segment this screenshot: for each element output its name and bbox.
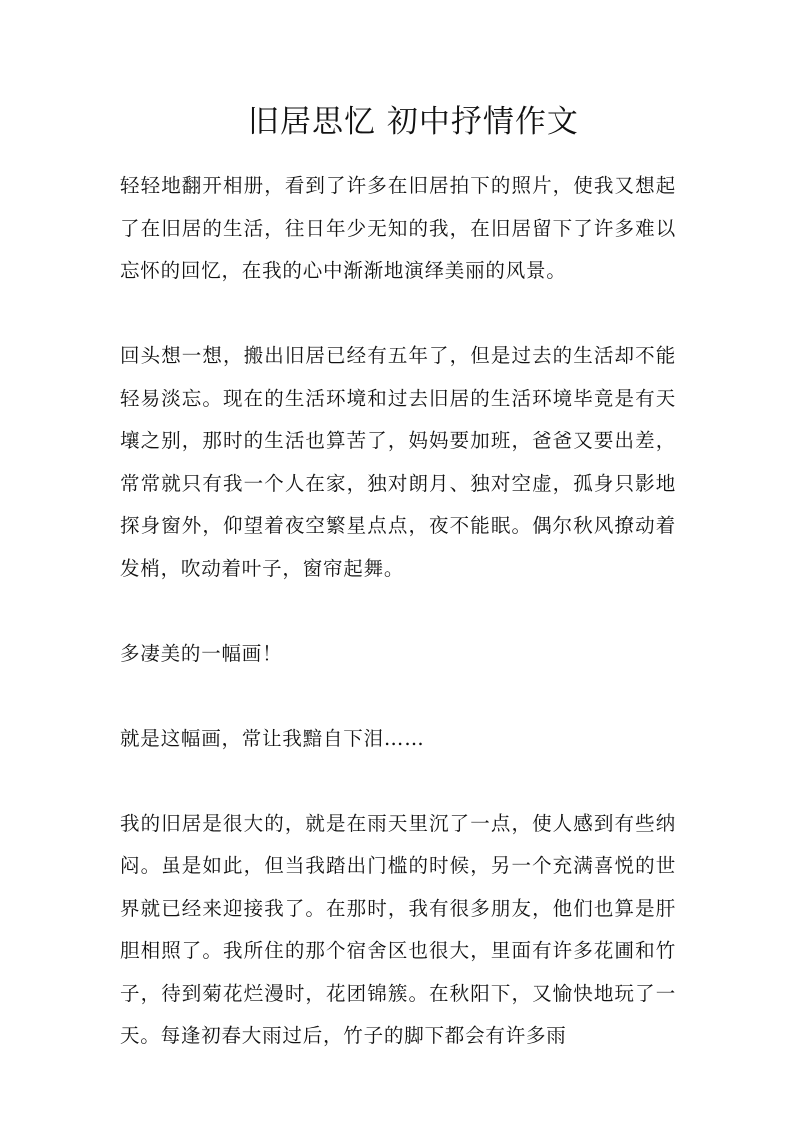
paragraph: 轻轻地翻开相册，看到了许多在旧居拍下的照片，使我又想起了在旧居的生活，往日年少无知的我，在旧居留下了许多难以忘怀的回忆，在我的心中渐渐地演绎美丽的风景。	[120, 174, 676, 282]
paragraph: 回头想一想，搬出旧居已经有五年了，但是过去的生活却不能轻易淡忘。现在的生活环境和过去旧居的生活环境毕竟是有天壤之别，那时的生活也算苦了，妈妈要加班，爸爸又要出差，常常就只有我一个人在家，独对朗月、独对空虚，孤身只影地探身窗外，仰望着夜空繁星点点，夜不能眠。偶尔秋风撩动着发梢，吹动着叶子，窗帘起舞。	[120, 344, 676, 580]
paragraph: 我的旧居是很大的，就是在雨天里沉了一点，使人感到有些纳闷。虽是如此，但当我踏出门槛的时候，另一个充满喜悦的世界就已经来迎接我了。在那时，我有很多朋友，他们也算是肝胆相照了。我所住的那个宿舍区也很大，里面有许多花圃和竹子，待到菊花烂漫时，花团锦簇。在秋阳下，又愉快地玩了一天。每逢初春大雨过后，竹子的脚下都会有许多雨	[120, 811, 676, 1047]
paragraph: 就是这幅画，常让我黯自下泪……	[120, 726, 425, 750]
page-title: 旧居思忆 初中抒情作文	[248, 104, 579, 140]
paragraph: 多凄美的一幅画！	[120, 641, 283, 665]
essay-body	[120, 165, 676, 1100]
